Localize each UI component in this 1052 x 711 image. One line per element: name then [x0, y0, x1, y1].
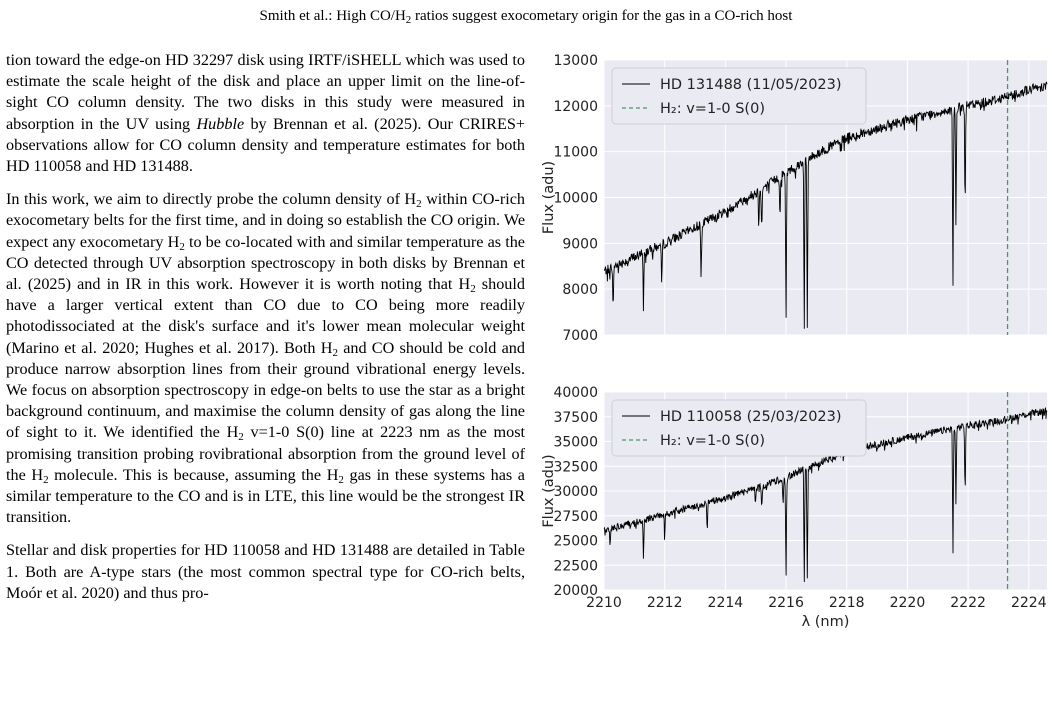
- text-run: and CO should be cold and produce narrow absorption lines from their ground vibrational energy levels. We focus on absorption spectroscopy in edge-on belts to use the star as a bright background continuum, and maximise the column density of gas along the line of sight to it. We identified the H: [6, 338, 525, 442]
- y-tick-label: 10000: [553, 190, 598, 207]
- y-tick-label: 32500: [553, 459, 598, 476]
- header-subscript: 2: [405, 14, 412, 26]
- text-run: should have a larger vertical extent than CO due to CO being more readily photodissociated at the disk's surface and it's lower mean molecular weight (Marino et al. 2020; Hughes et al. 2017). Both H: [6, 275, 525, 357]
- x-tick-label: 2218: [828, 595, 865, 611]
- y-tick-label: 25000: [553, 533, 598, 550]
- subscript: 2: [238, 431, 244, 444]
- y-tick-label: 35000: [553, 434, 598, 451]
- x-tick-label: 2210: [586, 595, 622, 611]
- y-tick-label: 13000: [553, 53, 598, 69]
- y-tick-label: 8000: [562, 282, 598, 299]
- text-run: In this work, we aim to directly probe the column density of H: [6, 190, 417, 209]
- text-run: gas in these systems has a similar temperature to the CO and is in LTE, this line would be the strongest IR transition.: [6, 465, 525, 527]
- spectrum-panel-1: [541, 53, 1047, 344]
- x-tick-label: 2220: [889, 595, 926, 611]
- paragraph: [6, 50, 525, 177]
- header-text: Smith et al.: High CO/H: [259, 8, 406, 24]
- text-run: molecule. This is because, assuming the H: [48, 465, 339, 484]
- y-tick-label: 11000: [553, 144, 598, 161]
- subscript: 2: [416, 198, 422, 211]
- x-axis-label: λ (nm): [801, 614, 850, 630]
- paragraph: [6, 189, 525, 528]
- subscript: 2: [179, 240, 185, 253]
- subscript: 2: [338, 473, 344, 486]
- legend-entry-star: HD 131488 (11/05/2023): [660, 77, 842, 93]
- y-tick-label: 20000: [553, 583, 598, 599]
- y-tick-label: 9000: [562, 236, 598, 253]
- spectra-figure: [540, 48, 1052, 630]
- paragraph: [6, 540, 525, 604]
- text-run: v=1-0 S(0) line at 2223 nm as the most promising transition probing rovibrational absorption from the ground level of the H: [6, 423, 525, 484]
- text-run: Stellar and disk properties for HD 110058 and HD 131488 are detailed in Table 1. Both are A-type stars (the most common spectral type for CO-rich belts, Moór et al. 2020) and thus pro-: [6, 541, 525, 602]
- y-tick-label: 22500: [553, 558, 598, 575]
- x-tick-label: 2212: [646, 595, 683, 611]
- text-run: to be co-located with and similar temperature as the CO detected through UV absorption spectroscopy in both disks by Brennan et al. (2025) and in IR in this work. However it is worth noting that H: [6, 232, 525, 294]
- text-run: within CO-rich exocometary belts for the first time, and in doing so establish the CO origin. We expect any exocometary H: [6, 190, 525, 251]
- y-tick-label: 7000: [562, 328, 598, 344]
- y-tick-label: 27500: [553, 508, 598, 525]
- legend-entry-h2: H₂: v=1-0 S(0): [660, 433, 765, 449]
- y-tick-label: 37500: [553, 409, 598, 426]
- x-tick-label: 2216: [768, 595, 804, 611]
- subscript: 2: [332, 346, 338, 359]
- y-tick-label: 12000: [553, 98, 598, 115]
- y-axis-label: Flux (adu): [541, 454, 557, 528]
- body-text-column: [6, 50, 525, 604]
- x-tick-label: 2222: [950, 595, 986, 611]
- y-tick-label: 40000: [553, 385, 598, 401]
- italic-text: Hubble: [196, 114, 245, 133]
- legend: [612, 400, 866, 456]
- running-header: [0, 8, 1052, 25]
- subscript: 2: [470, 283, 476, 296]
- legend-entry-h2: H₂: v=1-0 S(0): [660, 101, 765, 117]
- legend-entry-star: HD 110058 (25/03/2023): [660, 409, 842, 425]
- y-tick-label: 30000: [553, 484, 598, 500]
- text-run: by Brennan et al. (2025). Our CRIRES+ observations allow for CO column density and temperature estimates for both HD 110058 and HD 131488.: [6, 114, 525, 176]
- spectrum-panel-2: [541, 385, 1047, 630]
- x-tick-label: 2224: [1010, 595, 1047, 611]
- text-run: tion toward the edge-on HD 32297 disk using IRTF/iSHELL which was used to estimate the scale height of the disk and place an upper limit on the line-of-sight CO column density. The two disks in this study were measured in absorption in the UV using: [6, 51, 525, 133]
- subscript: 2: [43, 473, 49, 486]
- x-tick-label: 2214: [707, 595, 744, 611]
- legend: [612, 68, 866, 124]
- y-axis-label: Flux (adu): [541, 160, 557, 235]
- header-text-tail: ratios suggest exocometary origin for the gas in a CO-rich host: [411, 8, 793, 24]
